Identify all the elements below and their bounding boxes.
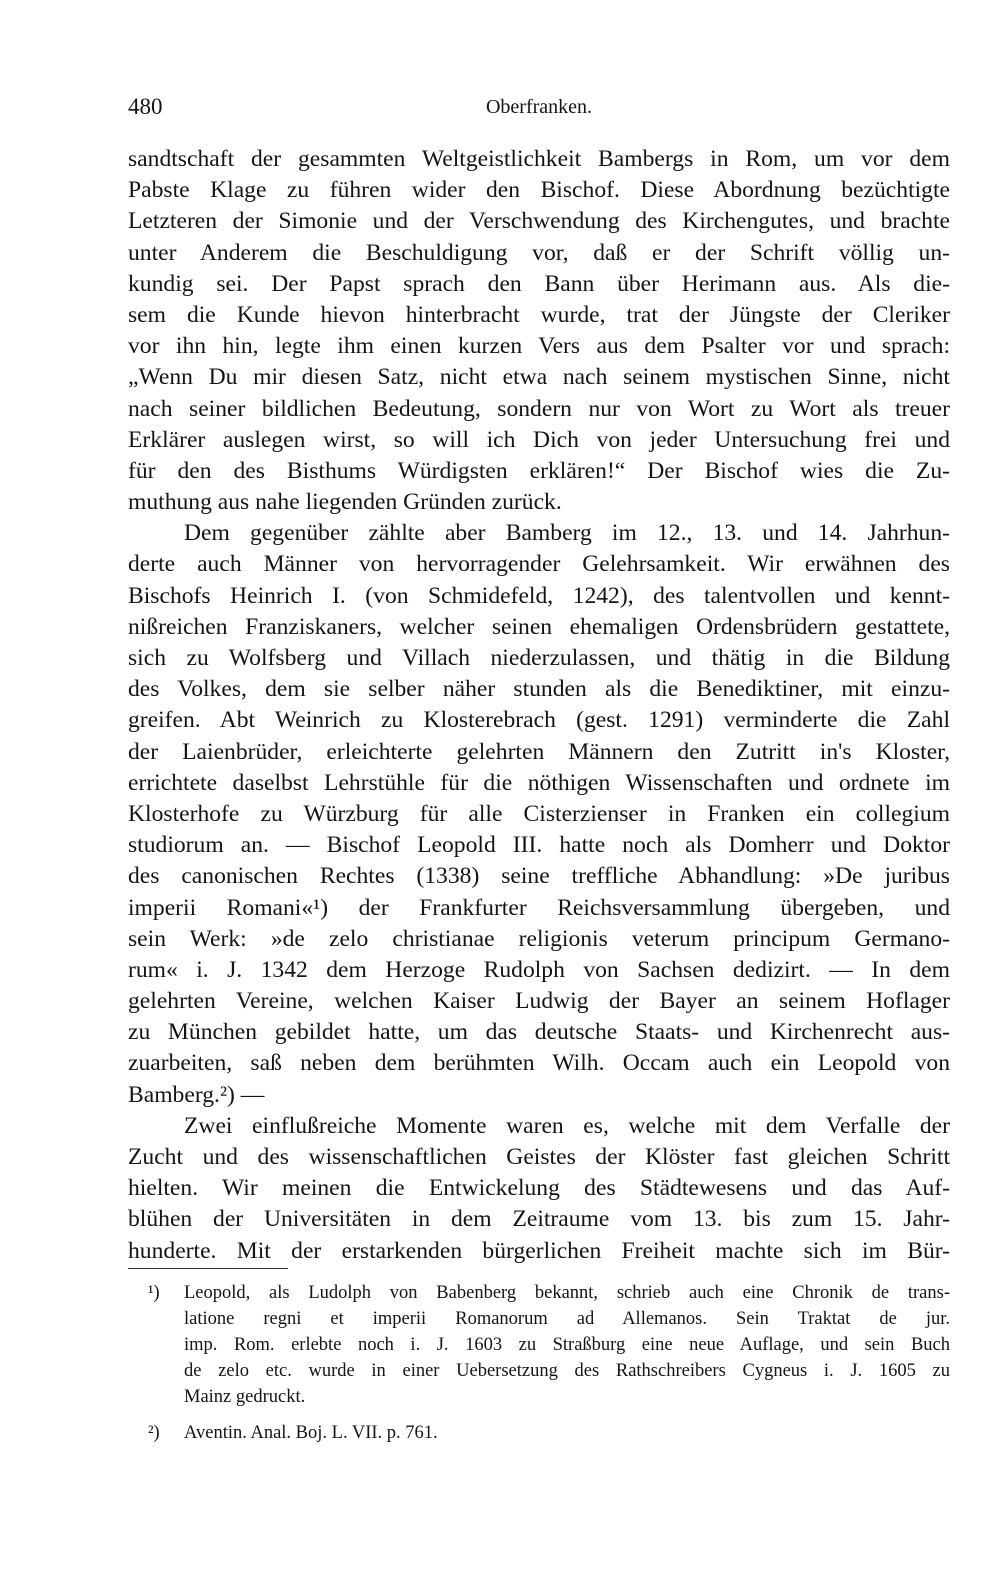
text-line: nißreichen Franziskaners, welcher seinen ehemaligen Ordensbrüdern gestattete,: [128, 613, 950, 640]
footnotes: [128, 1280, 950, 1446]
text-line: rum« i. J. 1342 dem Herzoge Rudolph von Sachsen dedizirt. — In dem: [128, 956, 950, 983]
text-line: des Volkes, dem sie selber näher stunden als die Benediktiner, mit einzu-: [128, 676, 950, 703]
footnote-marker: ²): [148, 1423, 160, 1443]
text-line: der Laienbrüder, erleichterte gelehrten Männern den Zutritt in's Kloster,: [128, 738, 950, 765]
page-number: 480: [128, 94, 163, 119]
footnote-divider: [128, 1268, 288, 1269]
text-line: zu München gebildet hatte, um das deutsche Staats- und Kirchenrecht aus-: [128, 1019, 950, 1046]
footnote-marker: ¹): [148, 1283, 160, 1303]
paragraph-first-line: Zwei einflußreiche Momente waren es, welche mit dem Verfalle der: [184, 1112, 950, 1139]
page-header: [128, 94, 950, 130]
text-line: blühen der Universitäten in dem Zeitraume vom 13. bis zum 15. Jahr-: [128, 1206, 950, 1233]
paragraph-first-line: Dem gegenüber zählte aber Bamberg im 12., 13. und 14. Jahrhun-: [184, 520, 950, 547]
text-line: Letzteren der Simonie und der Verschwendung des Kirchengutes, und brachte: [128, 208, 950, 235]
footnote-line: Aventin. Anal. Boj. L. VII. p. 761.: [184, 1423, 438, 1443]
text-line: studiorum an. — Bischof Leopold III. hatte noch als Domherr und Doktor: [128, 832, 950, 859]
text-line: hunderte. Mit der erstarkenden bürgerlichen Freiheit machte sich im Bür-: [128, 1237, 950, 1264]
text-line: Zucht und des wissenschaftlichen Geistes der Klöster fast gleichen Schritt: [128, 1144, 950, 1170]
text-line: sich zu Wolfsberg und Villach niederzulassen, und thätig in die Bildung: [128, 645, 950, 671]
text-line: imperii Romani«¹) der Frankfurter Reichsversammlung übergeben, und: [128, 894, 950, 921]
text-line: zuarbeiten, saß neben dem berühmten Wilh. Occam auch ein Leopold von: [128, 1050, 950, 1077]
text-line: errichtete daselbst Lehrstühle für die nöthigen Wissenschaften und ordnete im: [128, 769, 950, 796]
text-line: muthung aus nahe liegenden Gründen zurück.: [128, 489, 562, 516]
footnote-line: latione regni et imperii Romanorum ad Allemanos. Sein Traktat de jur.: [184, 1309, 950, 1329]
text-line: „Wenn Du mir diesen Satz, nicht etwa nach seinem mystischen Sinne, nicht: [128, 364, 950, 391]
text-line: des canonischen Rechtes (1338) seine treffliche Abhandlung: »De juribus: [128, 863, 950, 890]
footnote-1: [128, 1280, 950, 1410]
footnote-line: Leopold, als Ludolph von Babenberg bekannt, schrieb auch eine Chronik de trans-: [184, 1283, 950, 1303]
text-line: für den des Bisthums Würdigsten erklären!“ Der Bischof wies die Zu-: [128, 457, 950, 484]
text-line: Klosterhofe zu Würzburg für alle Cisterzienser in Franken ein collegium: [128, 800, 950, 827]
footnote-line: imp. Rom. erlebte noch i. J. 1603 zu Straßburg eine neue Auflage, und sein Buch: [184, 1335, 950, 1355]
text-line: vor ihn hin, legte ihm einen kurzen Vers aus dem Psalter vor und sprach:: [128, 333, 950, 360]
text-line: derte auch Männer von hervorragender Gelehrsamkeit. Wir erwähnen des: [128, 551, 950, 578]
text-line: unter Anderem die Beschuldigung vor, daß er der Schrift völlig un-: [128, 239, 950, 266]
body-text: [128, 144, 950, 1267]
text-line: Bischofs Heinrich I. (von Schmidefeld, 1242), des talentvollen und kennt-: [128, 582, 950, 609]
running-head: Oberfranken.: [485, 96, 593, 118]
text-line: sem die Kunde hievon hinterbracht wurde, trat der Jüngste der Cleriker: [128, 301, 950, 328]
text-line: gelehrten Vereine, welchen Kaiser Ludwig der Bayer an seinem Hoflager: [128, 988, 950, 1015]
text-line: kundig sei. Der Papst sprach den Bann über Herimann aus. Als die-: [128, 270, 950, 297]
footnote-line: Mainz gedruckt.: [184, 1387, 306, 1407]
footnote-line: de zelo etc. wurde in einer Uebersetzung des Rathschreibers Cygneus i. J. 1605 zu: [184, 1361, 950, 1381]
text-line: Erklärer auslegen wirst, so will ich Dich von jeder Untersuchung frei und: [128, 426, 950, 453]
text-line: hielten. Wir meinen die Entwickelung des Städtewesens und das Auf-: [128, 1175, 950, 1202]
text-line: greifen. Abt Weinrich zu Klosterebrach (gest. 1291) verminderte die Zahl: [128, 707, 950, 734]
text-line: sandtschaft der gesammten Weltgeistlichkeit Bambergs in Rom, um vor dem: [128, 146, 950, 172]
text-line: Pabste Klage zu führen wider den Bischof. Diese Abordnung bezüchtigte: [128, 177, 950, 204]
footnote-2: [128, 1420, 950, 1446]
text-line: Bamberg.²) —: [128, 1081, 265, 1108]
text-line: sein Werk: »de zelo christianae religionis veterum principum Germano-: [128, 925, 950, 952]
text-line: nach seiner bildlichen Bedeutung, sondern nur von Wort zu Wort als treuer: [128, 395, 950, 422]
